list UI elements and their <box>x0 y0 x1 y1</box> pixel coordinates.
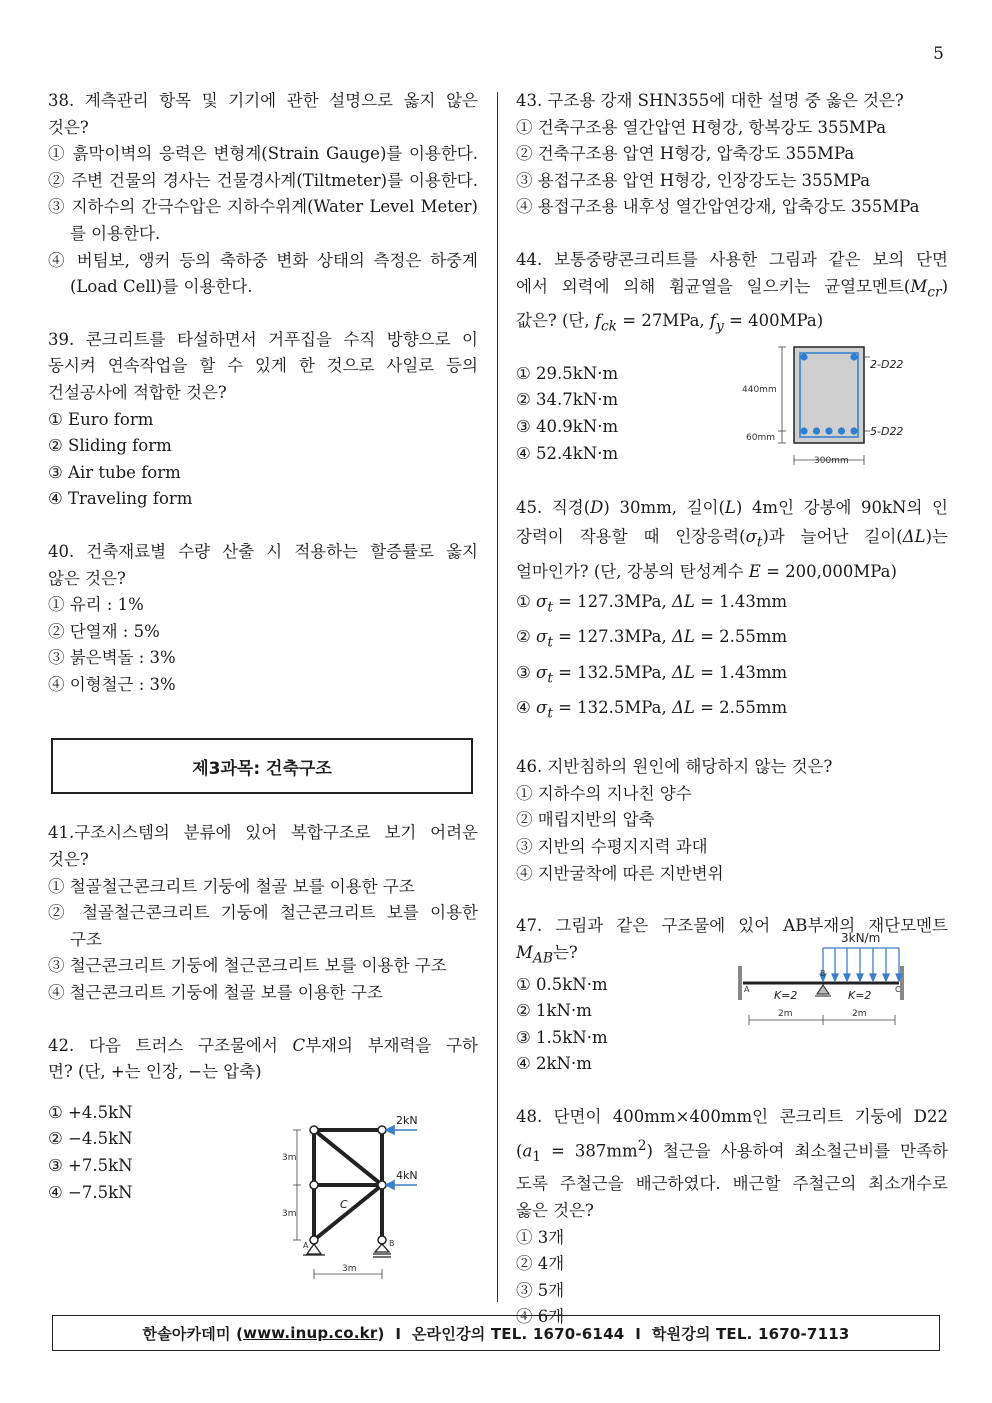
text-part: )는 <box>925 526 948 546</box>
dim-bottom-label: 3m <box>342 1264 357 1274</box>
label-c: C <box>895 985 901 994</box>
question-text: 면? (단, +는 인장, −는 압축) <box>48 1062 262 1082</box>
question-text: 43. 구조용 강재 SHN355에 대한 설명 중 옳은 것은? <box>516 91 904 110</box>
option-3: ③ Air tube form <box>48 462 181 482</box>
text-part: = 1.43mm <box>694 592 788 612</box>
option-3: ③ 철근콘크리트 기둥에 철근콘크리트 보를 이용한 구조 <box>48 956 447 976</box>
truss-figure <box>272 1108 432 1282</box>
option-3: ③ 1.5kN·m <box>516 1027 608 1047</box>
page-number: 5 <box>933 44 944 64</box>
math-var: ΔL <box>671 697 695 717</box>
math-var: σ <box>536 697 548 717</box>
option-1: ① 3개 <box>516 1227 565 1247</box>
question-text: 48. 단면이 400mm×400mm인 콘크리트 기둥에 D22 <box>516 1107 948 1127</box>
question-text <box>516 495 948 522</box>
question-text: 46. 지반침하의 원인에 해당하지 않는 것은? <box>516 757 833 777</box>
option-3: ③ 지하수의 간극수압은 지하수위계(Water Level Meter) <box>48 197 478 217</box>
text-part: 부재의 부재력을 구하 <box>305 1035 478 1055</box>
text-part: = 132.5MPa, <box>558 662 672 682</box>
option-3: ③ +7.5kN <box>48 1156 133 1175</box>
question-40 <box>48 539 478 699</box>
question-text: 도록 주철근을 배근하였다. 배근할 주철근의 최소개수로 <box>516 1174 948 1194</box>
option-2: ② 단열재 : 5% <box>48 621 160 641</box>
footer-banner <box>52 1315 940 1351</box>
option-4: ④ 지반굴착에 따른 지반변위 <box>516 863 724 883</box>
option-4: ④ 6개 <box>516 1307 565 1327</box>
question-46 <box>516 754 948 887</box>
option-2: ② 철골철근콘크리트 기둥에 철근콘크리트 보를 이용한 <box>48 903 478 923</box>
column-divider <box>497 92 498 1302</box>
math-var: ΔL <box>671 592 695 612</box>
option-2: ② −4.5kN <box>48 1129 133 1149</box>
load-top-label: 2kN <box>396 1114 418 1127</box>
option-1: ① 지하수의 지나친 양수 <box>516 783 692 803</box>
math-var: ΔL <box>671 662 695 682</box>
option-4: ④ 2kN·m <box>516 1054 592 1074</box>
footer-contact: ) I 온라인강의 TEL. 1670-6144 I 학원강의 TEL. 1670-7113 <box>377 1324 850 1343</box>
math-var: D <box>590 498 604 518</box>
text-part: = 200,000MPa) <box>760 562 897 582</box>
top-bars-label: 2-D22 <box>870 358 904 371</box>
dim-height-label: 440mm <box>742 385 777 395</box>
question-text: 47. 그림과 같은 구조물에 있어 AB부재의 재단모멘트 <box>516 916 948 936</box>
math-sub: cr <box>927 283 942 300</box>
text-part: = 132.5MPa, <box>558 697 672 717</box>
option-4-cont: (Load Cell)를 이용한다. <box>70 277 253 297</box>
dim-ab-label: 2m <box>778 1009 793 1019</box>
text-part: = 127.3MPa, <box>558 592 672 612</box>
option-1: ① 건축구조용 열간압연 H형강, 항복강도 355MPa <box>516 117 887 137</box>
text-part: 얼마인가? (단, 강봉의 탄성계수 <box>516 562 749 582</box>
question-39 <box>48 327 478 513</box>
option-1: ① 29.5kN·m <box>516 363 619 383</box>
question-text <box>516 522 948 557</box>
option-4: ④ 버팀보, 앵커 등의 축하중 변화 상태의 측정은 하중계 <box>48 250 478 270</box>
stiffness-ab-label: K=2 <box>774 989 798 1002</box>
math-var: σ <box>536 662 548 682</box>
text-part: = 127.3MPa, <box>558 627 672 647</box>
option-3: ③ 40.9kN·m <box>516 416 619 436</box>
option-2 <box>516 622 948 657</box>
question-text <box>516 1131 948 1172</box>
option-4 <box>516 693 948 728</box>
option-num: ② <box>516 627 531 647</box>
option-4: ④ 용접구조용 내후성 열간압연강재, 압축강도 355MPa <box>516 197 920 217</box>
text-part: 는? <box>552 942 578 962</box>
option-num: ① <box>516 592 531 612</box>
question-text: 44. 보통중량콘크리트를 사용한 그림과 같은 보의 단면 <box>516 249 948 269</box>
math-sub: t <box>547 705 553 722</box>
math-sub: t <box>547 599 553 616</box>
question-text: 41.구조시스템의 분류에 있어 복합구조로 보기 어려운 <box>48 823 478 843</box>
question-41 <box>48 820 478 1006</box>
option-3: ③ 용접구조용 압연 H형강, 인장강도는 355MPa <box>516 170 871 190</box>
math-sup: 2 <box>637 1137 647 1154</box>
text-part: 에서 외력에 의해 휨균열을 일으키는 균열모멘트( <box>516 276 911 296</box>
question-text: 것은? <box>48 117 89 137</box>
math-sub: 1 <box>532 1148 542 1165</box>
option-3: ③ 붉은벽돌 : 3% <box>48 648 176 668</box>
dim-cover-label: 60mm <box>746 433 775 443</box>
left-column <box>48 88 478 1206</box>
load-label: 3kN/m <box>841 931 881 945</box>
support-b-label: B <box>389 1239 395 1248</box>
math-var: ΔL <box>902 526 926 546</box>
option-1: ① 0.5kN·m <box>516 974 608 994</box>
math-var: C <box>292 1035 306 1055</box>
option-num: ④ <box>516 697 531 717</box>
dim-lower-label: 3m <box>282 1209 297 1219</box>
section-title: 제3과목: 건축구조 <box>192 758 332 779</box>
question-text: 38. 계측관리 항목 및 기기에 관한 설명으로 옳지 않은 <box>48 91 478 110</box>
text-part: = 2.55mm <box>694 627 788 647</box>
option-num: ③ <box>516 662 531 682</box>
question-text: 40. 건축재료별 수량 산출 시 적용하는 할증률로 옳지 <box>48 541 478 561</box>
option-3 <box>516 658 948 693</box>
text-part: = 400MPa) <box>723 311 824 331</box>
option-2-cont: 구조 <box>70 929 102 949</box>
math-var: M <box>910 276 928 296</box>
bottom-bars-label: 5-D22 <box>870 425 904 438</box>
math-sub: t <box>547 669 553 686</box>
question-text: 것은? <box>48 850 89 870</box>
question-text: 않은 것은? <box>48 568 126 588</box>
footer-academy: 한솔아카데미 ( <box>142 1324 244 1343</box>
load-mid-label: 4kN <box>396 1169 418 1182</box>
text-part: )과 늘어난 길이( <box>762 526 903 546</box>
text-part: ) 30mm, 길이( <box>603 498 725 518</box>
math-sub: t <box>756 534 763 551</box>
text-part: 42. 다음 트러스 구조물에서 <box>48 1035 293 1055</box>
option-2: ② 4개 <box>516 1254 565 1274</box>
section-title-box <box>51 738 473 794</box>
option-4: ④ −7.5kN <box>48 1182 133 1202</box>
math-var: a <box>522 1141 533 1161</box>
option-1: ① +4.5kN <box>48 1102 133 1122</box>
question-text: 39. 콘크리트를 타설하면서 거푸집을 수직 방향으로 이 <box>48 329 478 349</box>
option-2: ② 매립지반의 압축 <box>516 810 655 830</box>
beam-structure-figure <box>736 928 914 1030</box>
text-part: = 387mm <box>541 1141 638 1161</box>
math-sub: y <box>716 318 724 335</box>
support-a-label: A <box>303 1241 309 1250</box>
question-text: 건설공사에 적합한 것은? <box>48 382 227 402</box>
option-4: ④ 52.4kN·m <box>516 443 619 463</box>
question-text: 동시켜 연속작업을 할 수 있게 한 것으로 사일로 등의 <box>48 356 478 376</box>
question-text <box>516 557 948 587</box>
option-2: ② 건축구조용 압연 H형강, 압축강도 355MPa <box>516 144 855 164</box>
question-text <box>516 274 948 306</box>
option-4: ④ 철근콘크리트 기둥에 철골 보를 이용한 구조 <box>48 983 383 1003</box>
question-43 <box>516 88 948 221</box>
text-part: ) 철근을 사용하여 최소철근비를 만족하 <box>646 1141 948 1161</box>
math-var: σ <box>536 592 548 612</box>
option-2: ② 주변 건물의 경사는 건물경사계(Tiltmeter)를 이용한다. <box>48 170 478 190</box>
question-text <box>48 1033 478 1060</box>
math-sub: t <box>547 634 553 651</box>
text-part: 장력이 작용할 때 인장응력( <box>516 526 746 546</box>
text-part: ( <box>516 1141 523 1161</box>
math-var: f <box>709 311 717 331</box>
option-1 <box>516 587 948 622</box>
math-var: σ <box>536 627 548 647</box>
math-var: σ <box>745 526 757 546</box>
question-38 <box>48 88 478 301</box>
text-part: 45. 직경( <box>516 498 591 518</box>
text-part: ) 4m인 강봉에 90kN의 인 <box>735 498 948 518</box>
math-sub: AB <box>532 950 553 967</box>
math-sub: ck <box>600 318 617 335</box>
text-part: = 1.43mm <box>694 662 788 682</box>
question-text: 옳은 것은? <box>516 1201 594 1221</box>
math-var: E <box>748 562 761 582</box>
dim-upper-label: 3m <box>282 1153 297 1163</box>
option-1: ① 철골철근콘크리트 기둥에 철골 보를 이용한 구조 <box>48 876 415 896</box>
option-1: ① Euro form <box>48 409 154 429</box>
option-3-cont: 를 이용한다. <box>70 223 161 243</box>
option-2: ② 1kN·m <box>516 1001 592 1021</box>
option-1: ① 유리 : 1% <box>48 595 144 615</box>
option-2: ② 34.7kN·m <box>516 390 619 410</box>
text-part: ) <box>941 276 948 296</box>
dim-width-label: 300mm <box>814 456 849 466</box>
option-3: ③ 지반의 수평지지력 과대 <box>516 836 708 856</box>
math-var: L <box>724 498 736 518</box>
right-column <box>516 88 948 1331</box>
member-c-label: C <box>340 1198 348 1211</box>
question-45 <box>516 495 948 728</box>
dim-bc-label: 2m <box>852 1009 867 1019</box>
footer-url-link[interactable]: www.inup.co.kr <box>243 1324 378 1342</box>
beam-section-figure <box>738 342 918 472</box>
question-48 <box>516 1104 948 1331</box>
math-var: M <box>516 942 533 962</box>
stiffness-bc-label: K=2 <box>848 989 872 1002</box>
label-a: A <box>744 985 750 994</box>
math-var: f <box>594 311 601 331</box>
option-1: ① 흙막이벽의 응력은 변형계(Strain Gauge)를 이용한다. <box>48 144 478 164</box>
text-part: 값은? (단, <box>516 311 595 331</box>
math-var: ΔL <box>671 627 695 647</box>
option-2: ② Sliding form <box>48 436 172 456</box>
option-3: ③ 5개 <box>516 1280 565 1300</box>
text-part: = 27MPa, <box>617 311 710 331</box>
question-text <box>516 305 948 342</box>
text-part: = 2.55mm <box>694 697 788 717</box>
option-4: ④ Traveling form <box>48 489 193 509</box>
option-4: ④ 이형철근 : 3% <box>48 674 176 694</box>
label-b: B <box>820 969 826 978</box>
